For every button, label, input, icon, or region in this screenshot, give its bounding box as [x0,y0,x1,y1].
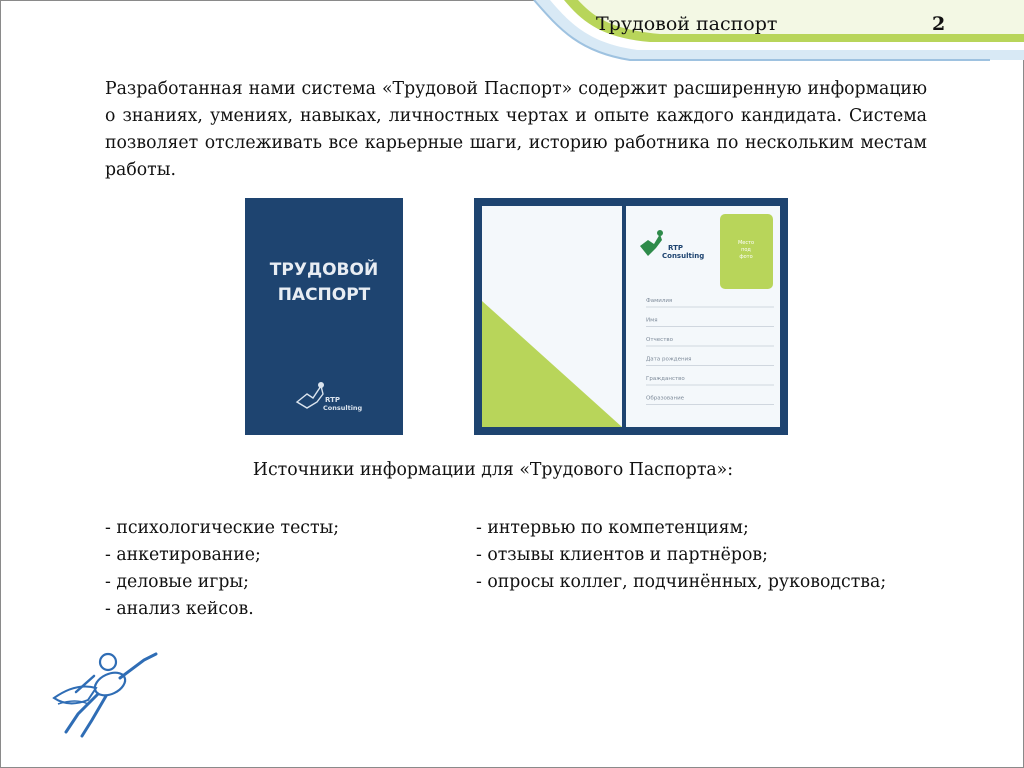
cover-logo-line-1: RTP [325,396,340,404]
spread-logo-line-1: RTP [668,244,683,252]
list-item: - психологические тесты; [105,518,340,538]
form-field-label: Гражданство [646,376,685,382]
sources-right-list [476,515,886,596]
passport-spread-image [474,198,788,435]
form-field-label: Имя [646,317,658,324]
form-field-label: Фамилия [646,298,673,304]
spread-form [626,206,780,427]
form-field-label: Дата рождения [646,356,692,363]
list-item: - деловые игры; [105,572,249,592]
photo-label-1: Место [737,240,755,246]
sources-left-list [105,515,339,623]
cover-title-line-1: ТРУДОВОЙ [269,260,379,280]
form-field-label: Отчество [646,337,674,343]
header-swoosh-decoration [520,0,1024,70]
cover-logo-line-2: Consulting [323,404,363,412]
photo-label-3: фото [739,254,753,260]
spread-right-page [626,206,780,427]
cover-rtp-logo [293,378,363,418]
cover-title-line-2: ПАСПОРТ [277,285,371,305]
list-item: - анализ кейсов. [105,599,254,619]
superhero-mascot-icon [48,648,160,740]
intro-paragraph: Разработанная нами система «Трудовой Паспорт» содержит расширенную информацию о знаниях, умениях, навыках, личностных чертах и опыте каждого кандидата. Система позволяет отслеживать все карьерные шаги, историю работника по нескольким местам работы. [105,79,927,180]
spread-logo-line-2: Consulting [662,252,705,260]
spread-left-page [482,206,622,427]
left-page-triangle [482,206,622,427]
passport-cover-image [245,198,403,435]
photo-label-2: под [741,247,751,253]
sources-heading: Источники информации для «Трудового Паспорта»: [252,460,734,480]
list-item: - отзывы клиентов и партнёров; [476,545,768,565]
slide-title: Трудовой паспорт [596,13,778,35]
form-field-label: Образование [646,395,685,402]
list-item: - интервью по компетенциям; [476,518,749,538]
list-item: - анкетирование; [105,545,261,565]
slide-number: 2 [932,13,946,35]
cover-title [245,258,403,308]
list-item: - опросы коллег, подчинённых, руководства; [476,572,887,592]
